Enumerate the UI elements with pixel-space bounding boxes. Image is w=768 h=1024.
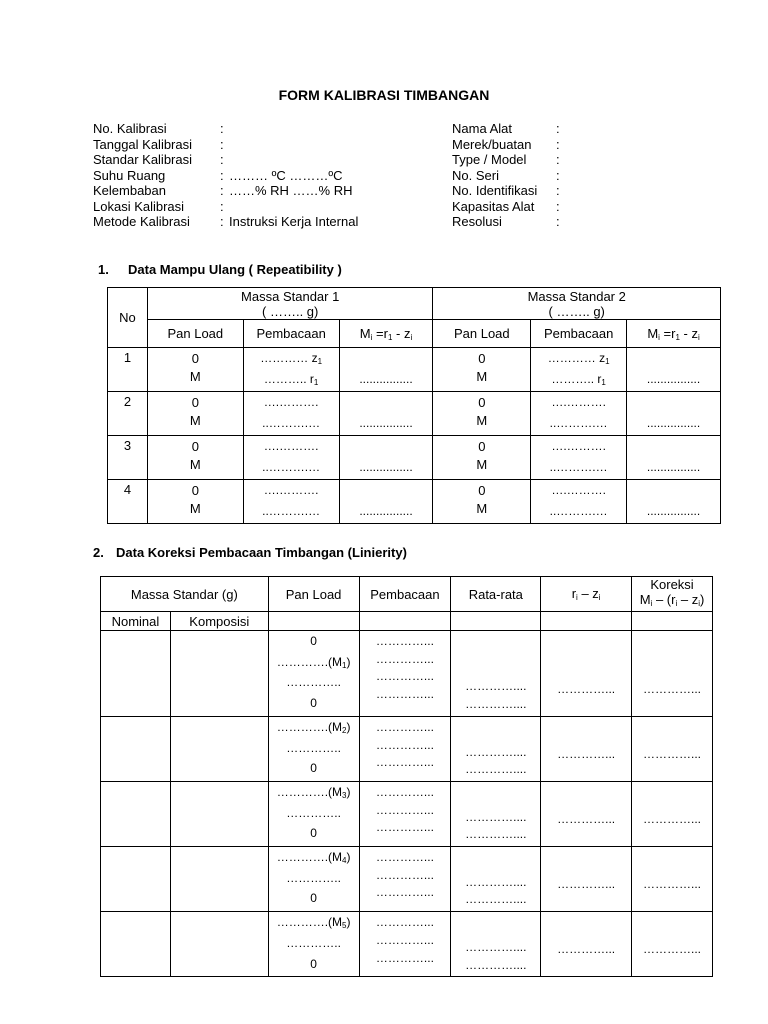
mi-cell: ................: [627, 480, 721, 524]
std1-panload-header: Pan Load: [147, 320, 243, 348]
std2-pembacaan-header: Pembacaan: [531, 320, 627, 348]
info-label: Nama Alat: [452, 121, 512, 136]
pembacaan-cell: ………… $z_1$ ……….. $r_1$: [531, 348, 627, 392]
rata-rata-cell: ………….... …………....: [451, 847, 541, 912]
massa-standar-header: Massa Standar (g): [101, 577, 269, 612]
repeatability-row: [108, 480, 721, 524]
linearity-row: [101, 912, 713, 977]
info-label: Standar Kalibrasi: [93, 152, 192, 167]
linearity-row: [101, 847, 713, 912]
mi-cell: ................: [339, 480, 433, 524]
info-label: Kelembaban: [93, 183, 166, 198]
info-right-row: [452, 168, 602, 184]
pembacaan-header: Pembacaan: [359, 577, 451, 612]
nominal-cell: [101, 847, 171, 912]
komposisi-header: Komposisi: [170, 612, 268, 631]
info-value: ……… ºC ………ºC: [229, 167, 343, 183]
info-left-row: [93, 137, 423, 153]
pembacaan-cell: ….………. ..……….…: [531, 392, 627, 436]
mi-cell: ................: [339, 392, 433, 436]
info-label: Type / Model: [452, 152, 527, 167]
form-title: FORM KALIBRASI TIMBANGAN: [278, 87, 490, 103]
rata-rata-cell: ………….... …………....: [451, 781, 541, 846]
section2-number: 2.: [93, 545, 104, 560]
info-colon: :: [556, 136, 560, 152]
nominal-cell: [101, 631, 171, 717]
info-colon: :: [220, 167, 224, 183]
nominal-cell: [101, 716, 171, 781]
koreksi-cell: …………...: [632, 781, 713, 846]
pembacaan-cell: …………... …………... …………...: [359, 781, 451, 846]
info-right-row: [452, 214, 602, 230]
rata-rata-cell: ………….... …………....: [451, 631, 541, 717]
info-right-row: [452, 121, 602, 137]
koreksi-cell: …………...: [632, 716, 713, 781]
info-label: Metode Kalibrasi: [93, 214, 190, 229]
info-colon: :: [220, 214, 224, 229]
panload-cell: 0 M: [433, 392, 531, 436]
row-no: 3: [108, 436, 148, 480]
info-label: Lokasi Kalibrasi: [93, 198, 185, 214]
info-left-row: [93, 168, 423, 184]
koreksi-cell: …………...: [632, 912, 713, 977]
info-label: Merek/buatan: [452, 136, 532, 152]
info-colon: :: [220, 198, 224, 214]
mi-cell: ................: [627, 348, 721, 392]
info-colon: :: [220, 183, 224, 198]
pembacaan-cell: ….………. ..……….…: [531, 480, 627, 524]
rz-cell: …………...: [541, 631, 632, 717]
info-colon: :: [556, 214, 560, 229]
nominal-cell: [101, 781, 171, 846]
info-right-row: [452, 137, 602, 153]
row-no: 1: [108, 348, 148, 392]
info-colon: :: [220, 136, 224, 152]
info-left-row: [93, 121, 423, 137]
panload-cell: $\dots\dots\dots\dots.(M_5)$ ………….. 0: [268, 912, 359, 977]
std1-formula-header: $M_i =r_1 - z_i$: [339, 320, 433, 348]
mi-cell: ................: [627, 392, 721, 436]
panload-cell: 0 M: [147, 436, 243, 480]
info-right-row: [452, 183, 602, 199]
mi-cell: ................: [339, 436, 433, 480]
panload-cell: 0 M: [433, 480, 531, 524]
info-label: Kapasitas Alat: [452, 198, 535, 214]
panload-cell: 0 $\dots\dots\dots\dots.(M_1)$ ………….. 0: [268, 631, 359, 717]
info-colon: :: [556, 198, 560, 214]
repeatability-row: [108, 436, 721, 480]
komposisi-cell: [170, 781, 268, 846]
info-label: No. Seri: [452, 167, 499, 183]
repeatability-row: [108, 392, 721, 436]
linearity-row: [101, 716, 713, 781]
pembacaan-cell: ….………. ..……….…: [243, 436, 339, 480]
koreksi-header: Koreksi $M_i - (r_i - z_i)$: [632, 577, 713, 612]
panload-cell: 0 M: [433, 436, 531, 480]
mi-cell: ................: [627, 436, 721, 480]
info-left-row: [93, 199, 423, 215]
mi-cell: ................: [339, 348, 433, 392]
komposisi-cell: [170, 847, 268, 912]
linearity-table: [100, 576, 713, 977]
info-colon: :: [220, 121, 224, 136]
row-no: 4: [108, 480, 148, 524]
koreksi-cell: …………...: [632, 847, 713, 912]
rz-cell: …………...: [541, 781, 632, 846]
std2-header: Massa Standar 2 ( …….. g): [433, 288, 721, 320]
koreksi-cell: …………...: [632, 631, 713, 717]
info-right-row: [452, 152, 602, 168]
std1-header: Massa Standar 1 ( …….. g): [147, 288, 433, 320]
panload-cell: $\dots\dots\dots\dots.(M_3)$ ………….. 0: [268, 781, 359, 846]
info-colon: :: [556, 183, 560, 198]
komposisi-cell: [170, 631, 268, 717]
row-no: 2: [108, 392, 148, 436]
panload-cell: $\dots\dots\dots\dots.(M_2)$ ………….. 0: [268, 716, 359, 781]
panload-cell: 0 M: [147, 348, 243, 392]
komposisi-cell: [170, 716, 268, 781]
info-label: Tanggal Kalibrasi: [93, 136, 193, 152]
pembacaan-cell: ….………. ..……….…: [531, 436, 627, 480]
std2-panload-header: Pan Load: [433, 320, 531, 348]
info-label: No. Identifikasi: [452, 183, 538, 198]
pembacaan-cell: ………… $z_1$ ……….. $r_1$: [243, 348, 339, 392]
std1-pembacaan-header: Pembacaan: [243, 320, 339, 348]
section1-number: 1.: [98, 262, 109, 277]
info-value: ……% RH ……% RH: [229, 183, 353, 198]
panload-cell: $\dots\dots\dots\dots.(M_4)$ ………….. 0: [268, 847, 359, 912]
repeatability-table: [107, 287, 721, 524]
pembacaan-cell: …………... …………... …………...: [359, 716, 451, 781]
linearity-row: [101, 781, 713, 846]
panload-cell: 0 M: [147, 392, 243, 436]
rata-rata-cell: ………….... …………....: [451, 912, 541, 977]
linearity-row: [101, 631, 713, 717]
info-colon: :: [556, 152, 560, 167]
rz-cell: …………...: [541, 716, 632, 781]
info-colon: :: [220, 152, 224, 167]
info-left-row: [93, 183, 423, 199]
info-left-row: [93, 152, 423, 168]
info-left-row: [93, 214, 423, 230]
std2-formula-header: $M_i =r_1 - z_i$: [627, 320, 721, 348]
panload-cell: 0 M: [433, 348, 531, 392]
info-label: Suhu Ruang: [93, 167, 166, 183]
nominal-cell: [101, 912, 171, 977]
rz-cell: …………...: [541, 912, 632, 977]
pembacaan-cell: …………... …………... …………...: [359, 847, 451, 912]
rata-rata-cell: ………….... …………....: [451, 716, 541, 781]
repeatability-row: [108, 348, 721, 392]
info-colon: :: [556, 167, 560, 183]
info-right-row: [452, 199, 602, 215]
nominal-header: Nominal: [101, 612, 171, 631]
info-label: No. Kalibrasi: [93, 121, 167, 136]
section2-heading: Data Koreksi Pembacaan Timbangan (Linierity): [116, 545, 407, 560]
panload-cell: 0 M: [147, 480, 243, 524]
pembacaan-cell: …………... …………... …………... …………...: [359, 631, 451, 717]
info-colon: :: [556, 121, 560, 136]
pembacaan-cell: ….………. ..……….…: [243, 480, 339, 524]
info-label: Resolusi: [452, 214, 502, 229]
rata-rata-header: Rata-rata: [451, 577, 541, 612]
komposisi-cell: [170, 912, 268, 977]
rz-cell: …………...: [541, 847, 632, 912]
panload-header: Pan Load: [268, 577, 359, 612]
pembacaan-cell: ….………. ..……….…: [243, 392, 339, 436]
info-value: Instruksi Kerja Internal: [229, 214, 359, 229]
col-no-header: No: [108, 288, 148, 348]
rz-header: $r_i - z_i$: [541, 577, 632, 612]
section1-heading: Data Mampu Ulang ( Repeatibility ): [128, 262, 342, 277]
pembacaan-cell: …………... …………... …………...: [359, 912, 451, 977]
